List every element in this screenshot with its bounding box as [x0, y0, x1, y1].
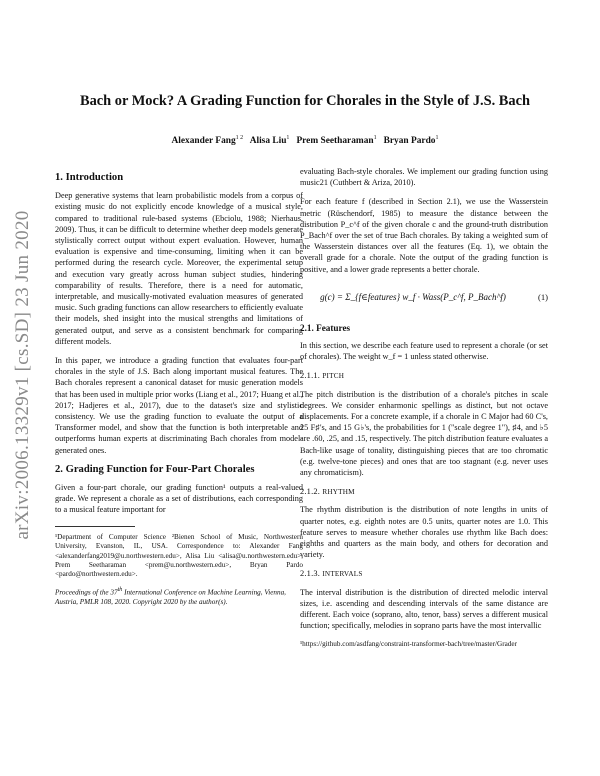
- affiliation-footnote: ¹Department of Computer Science ²Bienen School of Music, Northwestern University, Evanston, IL, USA. Correspondence to: Alexander Fang <alexanderfang2019@u.northwestern.edu>, Alisa Liu <alisa@u.northwestern.edu>, Prem Seetharaman <prem@u.northwestern.edu>, Bryan Pardo <pardo@northwestern.edu>.: [55, 532, 303, 579]
- pitch-paragraph: The pitch distribution is the distribution of a chorale's pitches in scale degrees. We consider enharmonic spellings as distinct, but not octave displacements. For a concrete example, if a chorale in C Major had 60 C's, 25 F♯'s, and 15 G♭'s, the probabilities for 1 ("scale degree 1"), ♯4, and ♭5 are .60, .25, and .15, respectively. The pitch distribution feature evaluates a Bach-like usage of tonality, distinguishing pieces that are too chromatic (e.g. twelve-tone pieces) and ones that are too stagnant (e.g. never uses any chromaticism).: [300, 389, 548, 478]
- intro-paragraph-1: Deep generative systems that learn probabilistic models from a corpus of existing music do not explicitly encode knowledge of a musical style, compared to traditional rule-based systems (Ebciolu, 1988; Nierhaus, 2009). Thus, it can be difficult to determine whether deep models generate stylistically correct output without expert evaluation. However, human evaluation is expensive and time-consuming, limiting when it can be performed during the research cycle. Moreover, the experimental setup and execution vary greatly across human subject studies, hindering comparability of results. Therefore, there is a need for automatic, interpretable, and musically-motivated evaluation measures of generated music. Such grading functions can allow researchers to efficiently evaluate their models, shed insight into the musical strengths and limitations of generated output, and serve as a consistent benchmark for comparing different models.: [55, 191, 303, 346]
- proceedings-pre: Proceedings of the 37: [55, 588, 118, 597]
- subsubsection-heading-pitch: [300, 370, 548, 382]
- author-name: Bryan Pardo: [383, 136, 436, 147]
- features-paragraph: In this section, we describe each feature used to represent a chorale (or set of chorales). The weight w_f = 1 unless stated otherwise.: [300, 341, 548, 362]
- footnote-divider: [55, 526, 135, 527]
- grading-equation: g(c) = Σ_{f∈features} w_f · Wass(P_c^f, P_Bach^f): [320, 292, 506, 303]
- pitch-number: 2.1.1.: [300, 371, 321, 381]
- right-column: [300, 166, 548, 649]
- author-name: Prem Seetharaman: [296, 136, 374, 147]
- author-name: Alexander Fang: [171, 136, 236, 147]
- url-footnote: ¹https://github.com/asdfang/constraint-transformer-bach/tree/master/Grader: [300, 639, 517, 648]
- continuation-paragraph: evaluating Bach-style chorales. We implement our grading function using music21 (Cuthbert & Ariza, 2010).: [300, 167, 548, 188]
- arxiv-identifier: arXiv:2006.13329v1 [cs.SD] 23 Jun 2020: [12, 210, 33, 540]
- equation-number: (1): [537, 292, 548, 303]
- author-affiliation: 1 2: [235, 135, 244, 141]
- intervals-title: INTERVALS: [322, 570, 363, 579]
- subsubsection-heading-rhythm: [300, 486, 548, 498]
- proceedings-note: [55, 586, 303, 607]
- rhythm-title: RHYTHM: [322, 488, 355, 497]
- rhythm-paragraph: The rhythm distribution is the distribution of note lengths in units of quarter notes, e.g. eighth notes are 0.5 units, quarter notes are 1.0. This feature serves to measure whether chorales use rhythm like Bach does: eighths and quarters as the main body, and others for decoration and variety.: [300, 505, 548, 560]
- author-list: [60, 135, 550, 146]
- subsubsection-heading-intervals: [300, 568, 548, 580]
- rhythm-number: 2.1.2.: [300, 487, 321, 497]
- author-name: Alisa Liu: [249, 136, 287, 147]
- proceedings-sup: th: [117, 586, 123, 593]
- intro-paragraph-2: In this paper, we introduce a grading function that evaluates four-part chorales in the style of J.S. Bach along important musical features. The Bach chorales represent a canonical dataset for music generation models that has been used in multiple prior works (Liang et al., 2017; Huang et al., 2017; Hadjeres et al., 2017), due to the dataset's size and stylistic consistency. We use the grading function to evaluate the output of a Transformer model, and show that the function is both interpretable and outperforms human experts at discriminating Bach chorales from model-generated ones.: [55, 356, 303, 455]
- section-heading-grading-function: 2. Grading Function for Four-Part Chorales: [55, 463, 255, 475]
- author-affiliation: 1: [435, 135, 439, 141]
- intervals-paragraph: The interval distribution is the distribution of directed melodic interval sizes, i.e. ascending and descending intervals of the same distance are different. Each voice (soprano, alto, tenor, bass) serves a different musical function; specifically, melodies in soprano parts have the most intervallic: [300, 587, 548, 631]
- pitch-title: PITCH: [322, 372, 345, 381]
- section-heading-introduction: 1. Introduction: [55, 172, 124, 183]
- arxiv-sidebar-stamp: [2, 150, 44, 600]
- grading-paragraph: Given a four-part chorale, our grading function¹ outputs a real-valued grade. We represent a chorale as a set of distributions, each corresponding to a musical feature important for: [55, 483, 303, 515]
- equation-1: [300, 283, 548, 313]
- author-affiliation: 1: [286, 135, 290, 141]
- paper-title: Bach or Mock? A Grading Function for Chorales in the Style of J.S. Bach: [80, 93, 530, 109]
- intervals-number: 2.1.3.: [300, 569, 321, 579]
- wasserstein-paragraph: For each feature f (described in Section 2.1), we use the Wasserstein metric (Rüschendorf, 1985) to measure the distance between the distribution P_c^f of the given chorale c and the ground-truth distribution P_Bach^f over the set of true Bach chorales. By taking a weighted sum of the Wasserstein distances over all the features (Eq. 1), we obtain the overall grade for a chorale. Note the output of the grading function is positive, and a lower grade represents a better chorale.: [300, 197, 548, 274]
- author-affiliation: 1: [373, 135, 377, 141]
- subsection-heading-features: 2.1. Features: [300, 322, 351, 333]
- left-column: [55, 164, 303, 607]
- proceedings-post: International Conference on Machine Learning, Vienna, Austria, PMLR 108, 2020. Copyright 2020 by the author(s).: [55, 588, 286, 606]
